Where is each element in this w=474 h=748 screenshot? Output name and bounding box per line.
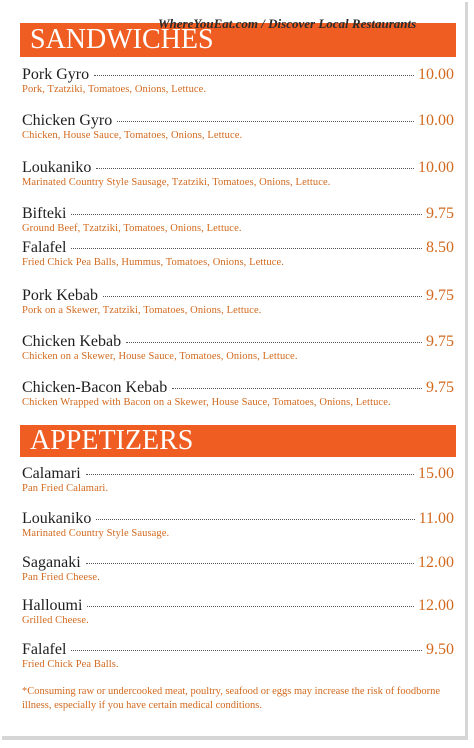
section-header-appetizers: APPETIZERS: [20, 425, 456, 457]
dot-leader: [71, 214, 422, 215]
item-price: 10.00: [418, 159, 454, 176]
section-header-sandwiches: SANDWICHES: [20, 23, 456, 57]
menu-item: [22, 597, 454, 626]
dot-leader: [103, 296, 422, 297]
menu-item: [22, 66, 454, 95]
item-name: Pork Gyro: [22, 66, 90, 83]
item-price: 9.75: [426, 333, 454, 350]
menu-item: [22, 510, 454, 539]
item-price: 12.00: [418, 597, 454, 614]
item-name: Bifteki: [22, 205, 67, 222]
item-description: Fried Chick Pea Balls, Hummus, Tomatoes, Onions, Lettuce.: [22, 257, 284, 268]
item-description: Chicken on a Skewer, House Sauce, Tomatoes, Onions, Lettuce.: [22, 351, 298, 362]
dot-leader: [126, 342, 422, 343]
item-price: 8.50: [426, 239, 454, 256]
menu-item: [22, 159, 454, 188]
item-description: Chicken Wrapped with Bacon on a Skewer, House Sauce, Tomatoes, Onions, Lettuce.: [22, 397, 391, 408]
item-description: Marinated Country Style Sausage.: [22, 528, 170, 539]
item-description: Pork, Tzatziki, Tomatoes, Onions, Lettuce.: [22, 84, 207, 95]
menu-item: [22, 465, 454, 494]
item-description: Ground Beef, Tzatziki, Tomatoes, Onions, Lettuce.: [22, 223, 242, 234]
item-description: Chicken, House Sauce, Tomatoes, Onions, Lettuce.: [22, 130, 243, 141]
item-description: Grilled Cheese.: [22, 615, 89, 626]
item-description: Pan Fried Cheese.: [22, 572, 100, 583]
item-name: Chicken Gyro: [22, 112, 113, 129]
menu-item: [22, 554, 454, 583]
menu-item: [22, 205, 454, 234]
dot-leader: [87, 606, 414, 607]
item-name: Saganaki: [22, 554, 81, 571]
item-name: Loukaniko: [22, 510, 92, 527]
item-name: Loukaniko: [22, 159, 92, 176]
item-price: 9.75: [426, 379, 454, 396]
item-name: Halloumi: [22, 597, 83, 614]
dot-leader: [117, 121, 414, 122]
dot-leader: [86, 563, 414, 564]
item-price: 15.00: [418, 465, 454, 482]
item-price: 10.00: [418, 112, 454, 129]
menu-item: [22, 379, 454, 408]
item-price: 10.00: [418, 66, 454, 83]
dot-leader: [172, 388, 422, 389]
dot-leader: [86, 474, 414, 475]
item-name: Chicken Kebab: [22, 333, 122, 350]
footnote: *Consuming raw or undercooked meat, poultry, seafood or eggs may increase the risk of foodborne illness, especially if you have certain medical conditions.: [22, 686, 441, 711]
item-price: 9.50: [426, 641, 454, 658]
item-price: 11.00: [418, 510, 454, 527]
item-price: 9.75: [426, 205, 454, 222]
menu-item: [22, 333, 454, 362]
item-name: Pork Kebab: [22, 287, 98, 304]
dot-leader: [96, 168, 414, 169]
menu-page: [2, 2, 468, 740]
menu-item: [22, 287, 454, 316]
item-name: Chicken-Bacon Kebab: [22, 379, 168, 396]
item-price: 9.75: [426, 287, 454, 304]
item-name: Falafel: [22, 641, 67, 658]
item-description: Marinated Country Style Sausage, Tzatziki, Tomatoes, Onions, Lettuce.: [22, 177, 331, 188]
menu-item: [22, 239, 454, 268]
watermark: WhereYouEat.com / Discover Local Restaurants: [158, 16, 417, 31]
menu-item: [22, 641, 454, 670]
dot-leader: [71, 650, 422, 651]
item-name: Falafel: [22, 239, 67, 256]
dot-leader: [71, 248, 422, 249]
item-description: Fried Chick Pea Balls.: [22, 659, 119, 670]
item-description: Pork on a Skewer, Tzatziki, Tomatoes, Onions, Lettuce.: [22, 305, 262, 316]
dot-leader: [94, 75, 414, 76]
dot-leader: [96, 519, 414, 520]
item-name: Calamari: [22, 465, 81, 482]
menu-item: [22, 112, 454, 141]
item-price: 12.00: [418, 554, 454, 571]
item-description: Pan Fried Calamari.: [22, 483, 109, 494]
